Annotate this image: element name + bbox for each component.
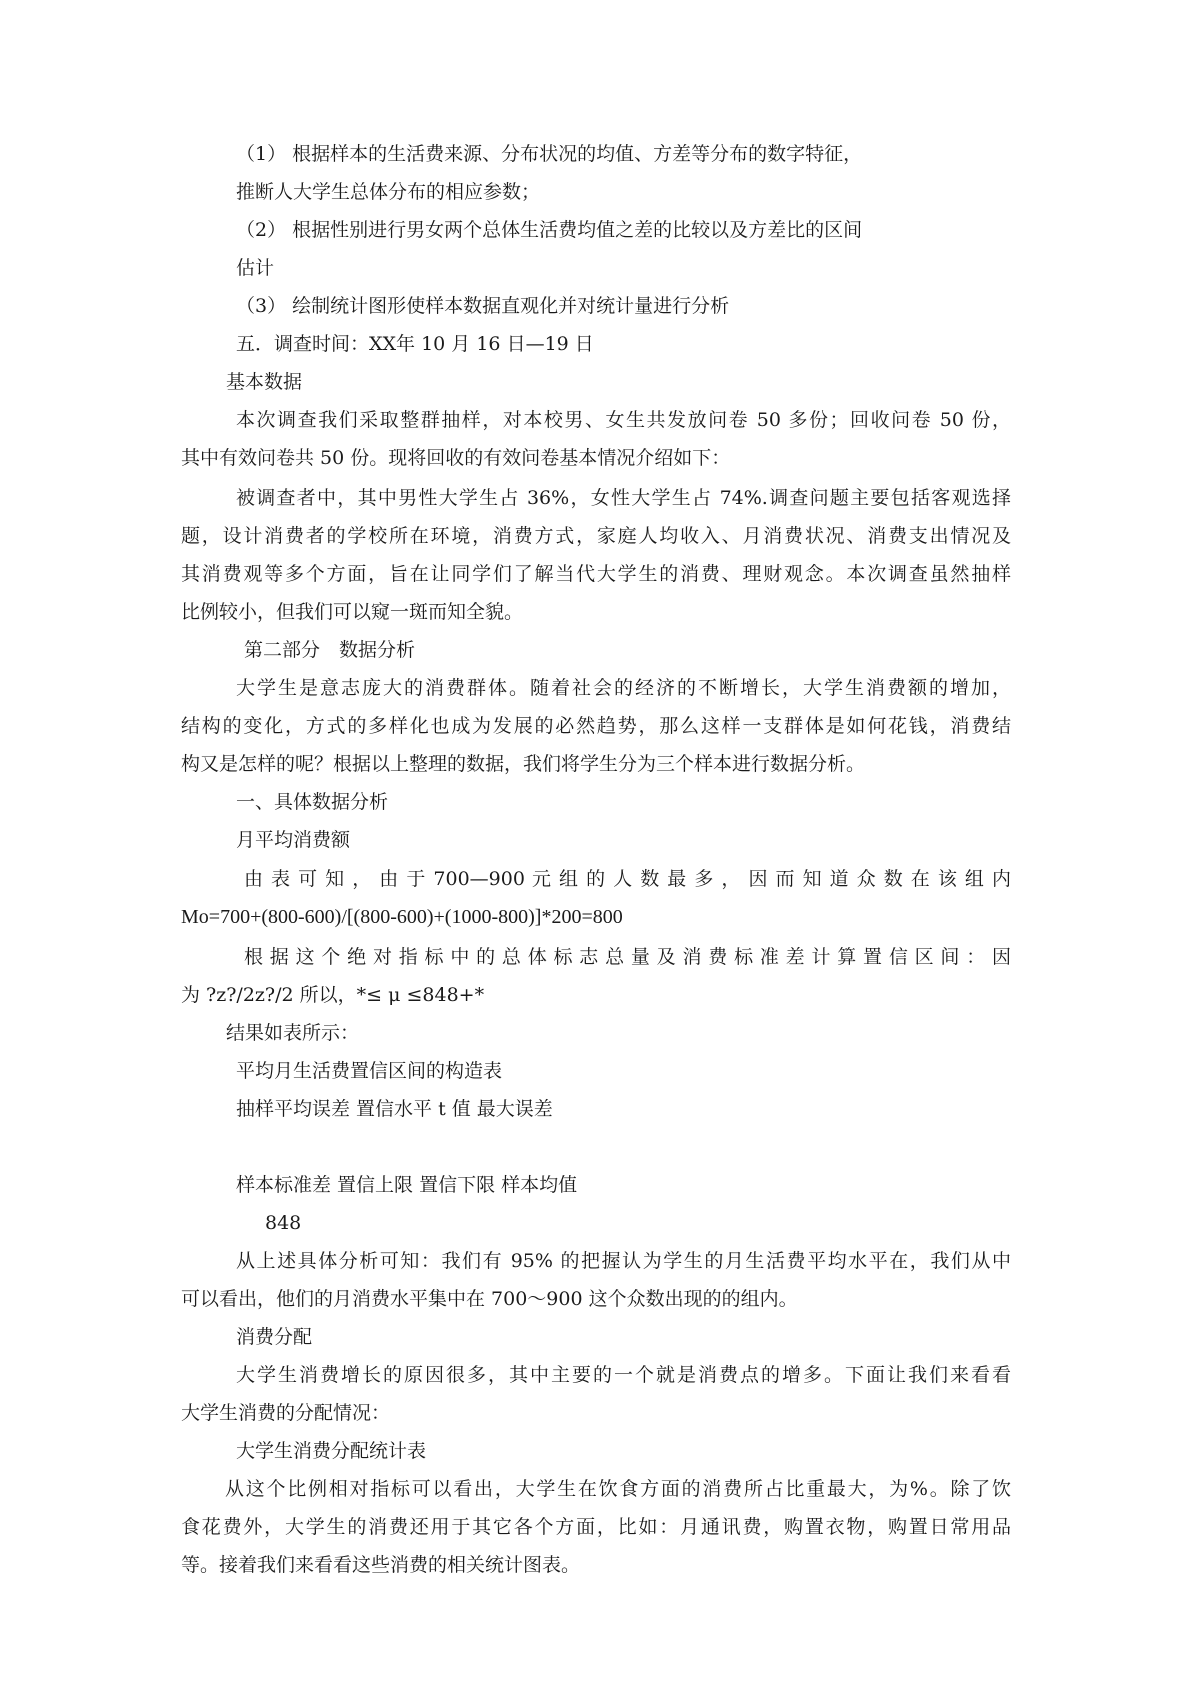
list-item-1-continued: 推断人大学生总体分布的相应参数； <box>236 181 541 203</box>
survey-time-line: 五．调查时间：XX年 10 月 16 日—19 日 <box>236 333 594 355</box>
table-caption: 平均月生活费置信区间的构造表 <box>236 1060 503 1082</box>
paragraph-line: 食花费外，大学生的消费还用于其它各个方面，比如：月通讯费，购置衣物，购置日常用品 <box>181 1516 1011 1538</box>
part-heading: 第二部分 数据分析 <box>244 639 416 661</box>
subheading-consumption-distribution: 消费分配 <box>236 1326 313 1348</box>
table-header-row-1: 抽样平均误差 置信水平 t 值 最大误差 <box>236 1098 553 1120</box>
paragraph-line: 大学生消费增长的原因很多，其中主要的一个就是消费点的增多。下面让我们来看看 <box>236 1364 1011 1386</box>
paragraph-line: 大学生是意志庞大的消费群体。随着社会的经济的不断增长，大学生消费额的增加， <box>236 677 1011 699</box>
paragraph-line: 其中有效问卷共 50 份。现将回收的有效问卷基本情况介绍如下： <box>181 447 731 469</box>
paragraph-line: 本次调查我们采取整群抽样，对本校男、女生共发放问卷 50 多份；回收问卷 50 份， <box>236 409 1011 431</box>
paragraph-line: 等。接着我们来看看这些消费的相关统计图表。 <box>181 1554 581 1576</box>
paragraph-line: 结果如表所示： <box>226 1022 360 1044</box>
paragraph-line: 构又是怎样的呢？根据以上整理的数据，我们将学生分为三个样本进行数据分析。 <box>181 753 866 775</box>
table-value: 848 <box>265 1212 302 1234</box>
table-caption: 大学生消费分配统计表 <box>236 1440 427 1462</box>
paragraph-line: 其消费观等多个方面，旨在让同学们了解当代大学生的消费、理财观念。本次调查虽然抽样 <box>181 563 1011 585</box>
paragraph-line: 比例较小，但我们可以窥一斑而知全貌。 <box>181 601 524 623</box>
list-item-2-continued: 估计 <box>236 257 275 279</box>
mode-formula: Mo=700+(800-600)/[(800-600)+(1000-800)]*200=800 <box>181 906 623 928</box>
paragraph-line: 结构的变化，方式的多样化也成为发展的必然趋势，那么这样一支群体是如何花钱，消费结 <box>181 715 1011 737</box>
confidence-formula: 为 ?z?/2z?/2 所以，*≤ μ ≤848+* <box>181 984 485 1006</box>
section-heading-basic-data: 基本数据 <box>226 371 303 393</box>
list-item-3: （3） 绘制统计图形使样本数据直观化并对统计量进行分析 <box>236 295 730 317</box>
paragraph-line: 题，设计消费者的学校所在环境，消费方式，家庭人均收入、月消费状况、消费支出情况及 <box>181 525 1011 547</box>
list-item-2: （2） 根据性别进行男女两个总体生活费均值之差的比较以及方差比的区间 <box>236 219 863 241</box>
subheading-monthly-average: 月平均消费额 <box>236 829 351 851</box>
paragraph-line: 被调查者中，其中男性大学生占 36%，女性大学生占 74%.调查问题主要包括客观选择 <box>236 487 1011 509</box>
paragraph-line: 大学生消费的分配情况： <box>181 1402 391 1424</box>
paragraph-line: 根 据 这 个 绝 对 指 标 中 的 总 体 标 志 总 量 及 消 费 标 准 差 计 算 置 信 区 间 ： 因 <box>244 946 1011 968</box>
table-header-row-2: 样本标准差 置信上限 置信下限 样本均值 <box>236 1174 578 1196</box>
paragraph-line: 由 表 可 知 ， 由 于 700—900 元 组 的 人 数 最 多 ， 因 而 知 道 众 数 在 该 组 内 <box>244 868 1011 890</box>
paragraph-line: 从这个比例相对指标可以看出，大学生在饮食方面的消费所占比重最大，为%。除了饮 <box>225 1478 1011 1500</box>
paragraph-line: 从上述具体分析可知：我们有 95% 的把握认为学生的月生活费平均水平在，我们从中 <box>236 1250 1011 1272</box>
section-heading-data-analysis: 一、具体数据分析 <box>236 791 389 813</box>
paragraph-line: 可以看出，他们的月消费水平集中在 700～900 这个众数出现的的组内。 <box>181 1288 798 1310</box>
list-item-1: （1） 根据样本的生活费来源、分布状况的均值、方差等分布的数字特征， <box>236 143 863 165</box>
